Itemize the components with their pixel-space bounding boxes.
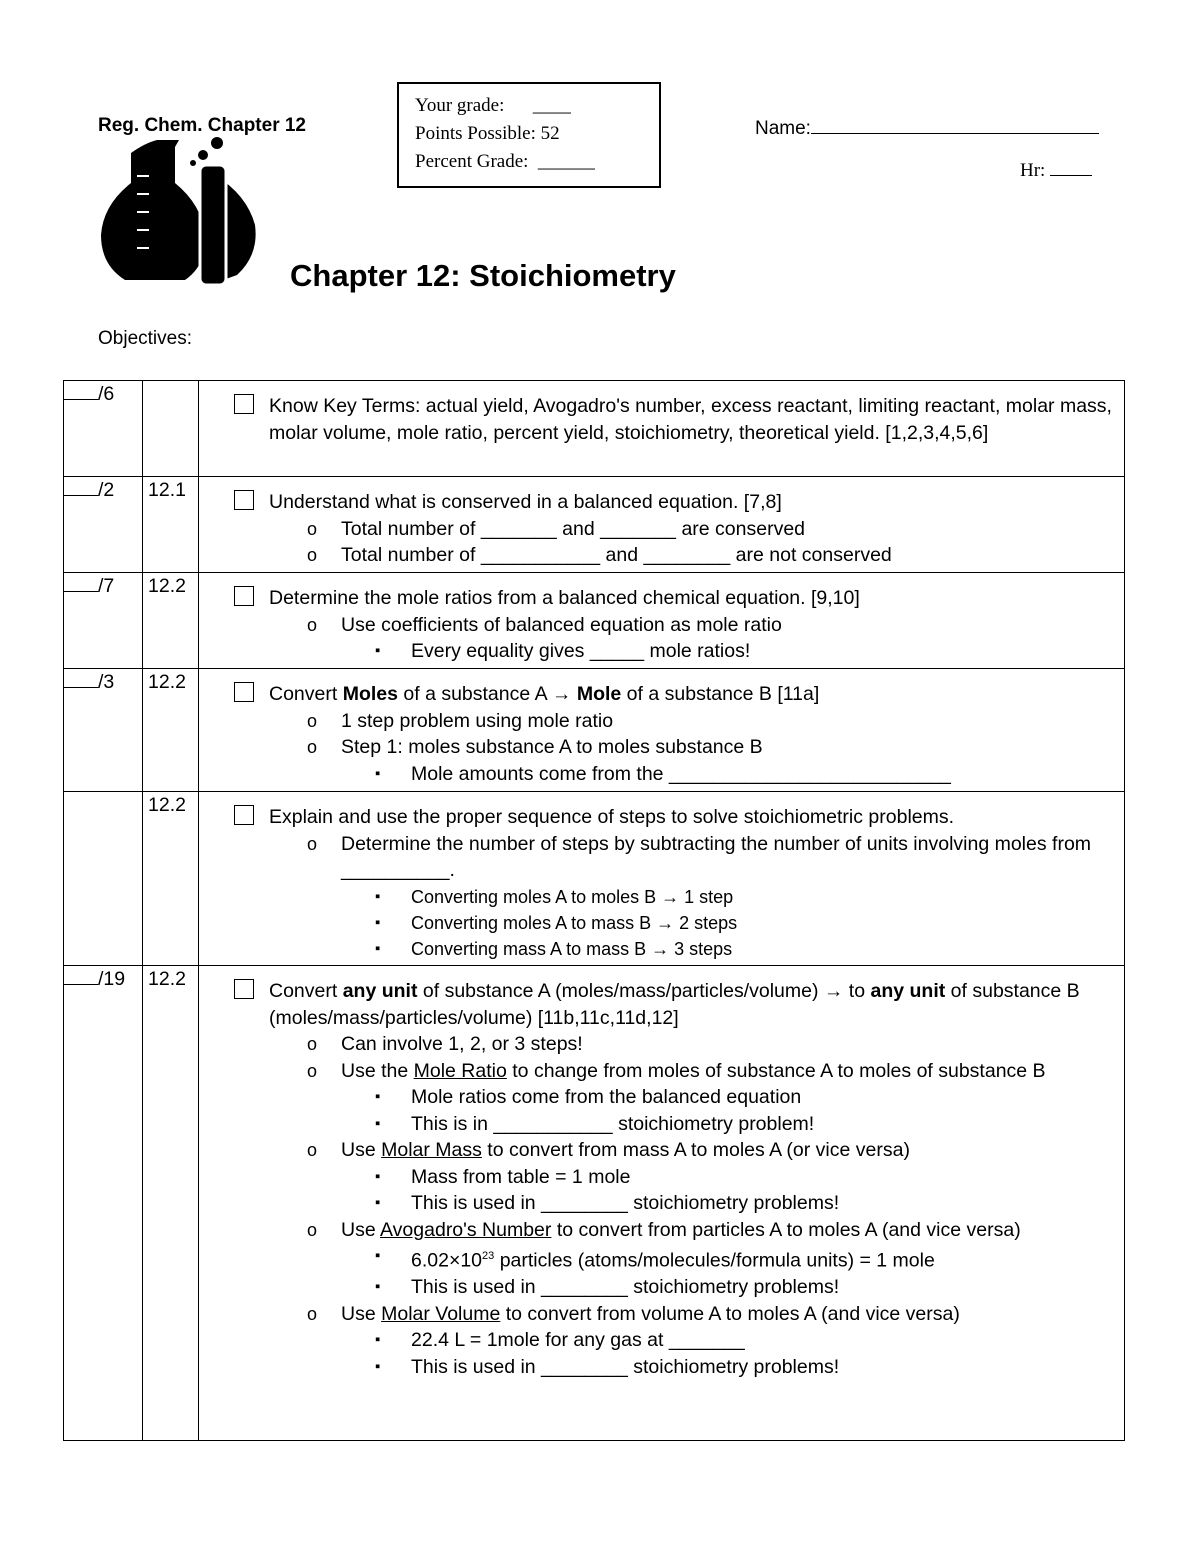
sub-sub-item: ▪ 22.4 L = 1mole for any gas at _______	[235, 1327, 1122, 1354]
hour-field[interactable]	[1020, 160, 1092, 182]
sub-sub-item: ▪ Mole amounts come from the __________________________	[235, 761, 1122, 788]
points-cell[interactable]	[64, 966, 143, 1441]
sub-item: o Step 1: moles substance A to moles substance B	[235, 734, 1122, 761]
points-value: /3	[98, 671, 115, 693]
underlined-term: Molar Volume	[381, 1302, 501, 1325]
points-cell[interactable]	[64, 669, 143, 792]
grade-box	[397, 82, 661, 188]
objective-item	[235, 489, 1122, 516]
exponent: 23	[482, 1250, 495, 1262]
checkbox[interactable]	[234, 805, 254, 825]
hour-label: Hr:	[1020, 160, 1046, 181]
text-run: of a substance B [11a]	[621, 683, 820, 705]
sub-item: o Total number of ___________ and ________ are not conserved	[235, 542, 1122, 569]
objective-row	[64, 381, 1125, 477]
checkbox[interactable]	[234, 490, 254, 510]
section-cell: 12.2	[143, 573, 199, 669]
sub-item	[235, 1058, 1122, 1085]
chemistry-flask-logo	[97, 135, 257, 287]
text-run: of substance B (moles/mass/particles/volume) [11b,11c,11d,12]	[269, 980, 1080, 1029]
section-cell: 12.2	[143, 966, 199, 1441]
text-run: of a substance A →	[397, 683, 577, 705]
text-run: Use	[341, 1139, 382, 1161]
text-run: of substance A (moles/mass/particles/volume) → to	[417, 980, 871, 1002]
points-value: /6	[98, 383, 115, 405]
sub-item	[235, 1217, 1122, 1244]
objective-text: Know Key Terms: actual yield, Avogadro's number, excess reactant, limiting reactant, molar mass, molar volume, mole ratio, percent yield, stoichiometry, theoretical yield. [1,2,3,4,5,6]	[269, 395, 1112, 444]
sub-sub-item: ▪ This is in ___________ stoichiometry problem!	[235, 1111, 1122, 1138]
text-run: Use	[341, 1218, 381, 1241]
points-cell	[64, 792, 143, 966]
checkbox[interactable]	[234, 586, 254, 606]
text-run: Convert	[269, 980, 343, 1002]
text-run: to convert from mass A to moles A (or vice versa)	[481, 1139, 910, 1161]
objective-item	[235, 681, 1122, 708]
objective-item	[235, 585, 1122, 612]
sub-item: o 1 step problem using mole ratio	[235, 708, 1122, 735]
objective-row	[64, 792, 1125, 966]
sub-item: o Determine the number of steps by subtracting the number of units involving moles from __________.	[235, 831, 1122, 884]
course-title: Reg. Chem. Chapter 12	[98, 115, 306, 136]
objective-body	[199, 792, 1125, 966]
section-cell	[143, 381, 199, 477]
objective-row	[64, 669, 1125, 792]
text-run: to change from moles of substance A to moles of substance B	[506, 1059, 1046, 1082]
sub-sub-item	[235, 1243, 1122, 1274]
sub-sub-item: ▪ This is used in ________ stoichiometry problems!	[235, 1274, 1122, 1301]
checkbox[interactable]	[234, 682, 254, 702]
text-run: 6.02×10	[411, 1249, 483, 1272]
sub-sub-item: ▪ Converting moles A to moles B → 1 step	[235, 884, 1122, 910]
objective-body	[199, 573, 1125, 669]
sub-sub-item: ▪ This is used in ________ stoichiometry problems!	[235, 1190, 1122, 1217]
bold-term: Moles	[342, 683, 398, 705]
objective-row	[64, 477, 1125, 573]
sub-sub-item: ▪ Converting moles A to mass B → 2 steps	[235, 910, 1122, 936]
text-run: particles (atoms/molecules/formula units) = 1 mole	[494, 1249, 935, 1272]
objective-item	[235, 393, 1122, 446]
objective-row	[64, 573, 1125, 669]
name-blank[interactable]	[811, 115, 1099, 134]
grade-line: Your grade: ____	[415, 95, 571, 116]
sub-sub-item: ▪ Mole ratios come from the balanced equation	[235, 1084, 1122, 1111]
sub-item	[235, 1137, 1122, 1164]
points-value: /19	[98, 968, 126, 990]
sub-item	[235, 1301, 1122, 1328]
hour-blank[interactable]	[1050, 161, 1092, 176]
objective-text: Understand what is conserved in a balanced equation. [7,8]	[269, 491, 782, 513]
points-cell[interactable]	[64, 381, 143, 477]
section-cell: 12.1	[143, 477, 199, 573]
text-run: Use	[341, 1302, 382, 1325]
checkbox[interactable]	[234, 979, 254, 999]
objective-row	[64, 966, 1125, 1441]
objective-body	[199, 477, 1125, 573]
text-run: Convert	[269, 683, 343, 705]
objective-text	[235, 978, 1122, 1031]
objective-body	[199, 381, 1125, 477]
sub-item: o Can involve 1, 2, or 3 steps!	[235, 1031, 1122, 1058]
objective-body	[199, 966, 1125, 1441]
text-run: Use the	[341, 1059, 414, 1082]
objective-item	[235, 804, 1122, 831]
sub-sub-item: ▪ Every equality gives _____ mole ratios!	[235, 638, 1122, 665]
points-cell[interactable]	[64, 477, 143, 573]
name-field[interactable]	[755, 115, 1099, 140]
name-label: Name:	[755, 118, 811, 139]
underlined-term: Molar Mass	[381, 1139, 482, 1161]
points-possible-line: Points Possible: 52	[415, 123, 560, 144]
text-run: to convert from volume A to moles A (and vice versa)	[500, 1302, 960, 1325]
percent-grade-line: Percent Grade: ______	[415, 151, 595, 172]
objective-body	[199, 669, 1125, 792]
sub-item: o Total number of _______ and _______ are conserved	[235, 516, 1122, 543]
objective-text	[235, 681, 1122, 708]
text-run: to convert from particles A to moles A (and vice versa)	[551, 1218, 1021, 1241]
objective-item	[235, 978, 1122, 1031]
points-value: /7	[98, 575, 115, 597]
underlined-term: Mole Ratio	[413, 1059, 507, 1082]
sub-sub-item: ▪ Mass from table = 1 mole	[235, 1164, 1122, 1191]
objectives-table	[63, 380, 1125, 1441]
bold-term: any unit	[342, 980, 418, 1002]
sub-item: o Use coefficients of balanced equation as mole ratio	[235, 612, 1122, 639]
bold-term: any unit	[870, 980, 946, 1002]
points-value: /2	[98, 479, 115, 501]
section-cell: 12.2	[143, 792, 199, 966]
points-cell[interactable]	[64, 573, 143, 669]
bold-term: Mole	[576, 683, 622, 705]
checkbox[interactable]	[234, 394, 254, 414]
objectives-label: Objectives:	[98, 328, 192, 349]
sub-sub-item: ▪ Converting mass A to mass B → 3 steps	[235, 936, 1122, 962]
page-title: Chapter 12: Stoichiometry	[290, 258, 676, 293]
sub-sub-item: ▪ This is used in ________ stoichiometry problems!	[235, 1354, 1122, 1381]
objective-text: Determine the mole ratios from a balanced chemical equation. [9,10]	[269, 587, 860, 609]
underlined-term: Avogadro's Number	[380, 1218, 552, 1241]
section-cell: 12.2	[143, 669, 199, 792]
objective-text: Explain and use the proper sequence of steps to solve stoichiometric problems.	[269, 806, 955, 828]
